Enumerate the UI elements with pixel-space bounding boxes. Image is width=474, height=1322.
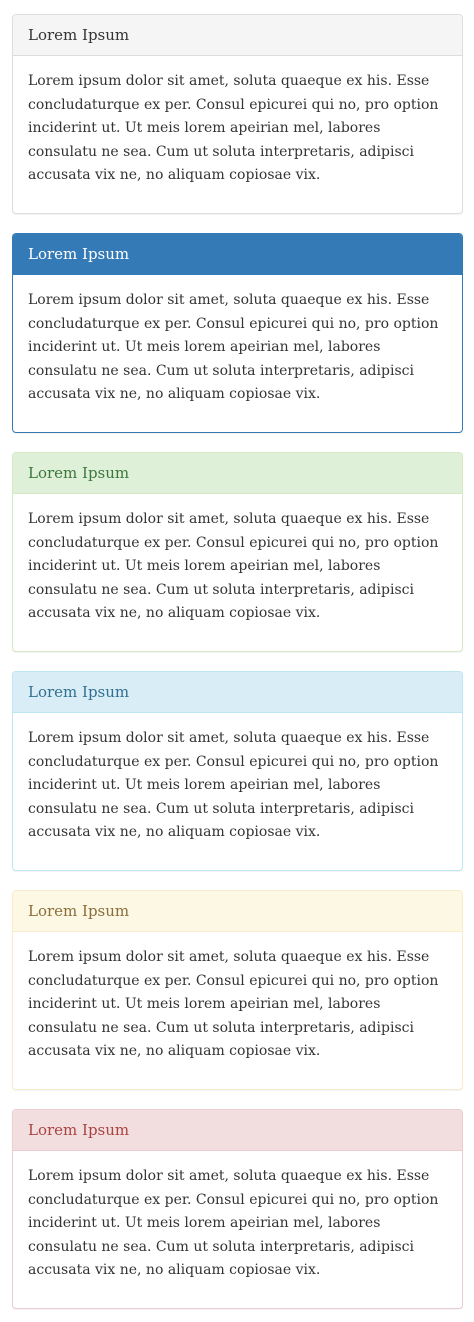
panel-primary	[12, 233, 463, 433]
panel-info	[12, 671, 463, 871]
panel-body-default: Lorem ipsum dolor sit amet, soluta quaeque ex his. Esse concludaturque ex per. Consul epicurei qui no, pro option inciderint ut. Ut meis lorem apeirian mel, labores consulatu ne sea. Cum ut soluta interpretaris, adipisci accusata vix ne, no aliquam copiosae vix.	[28, 73, 439, 183]
panel-heading-info: Lorem Ipsum	[13, 672, 462, 713]
panel-body-danger: Lorem ipsum dolor sit amet, soluta quaeque ex his. Esse concludaturque ex per. Consul epicurei qui no, pro option inciderint ut. Ut meis lorem apeirian mel, labores consulatu ne sea. Cum ut soluta interpretaris, adipisci accusata vix ne, no aliquam copiosae vix.	[28, 1168, 439, 1278]
panel-heading-primary: Lorem Ipsum	[13, 234, 462, 275]
panel-heading-success: Lorem Ipsum	[13, 453, 462, 494]
panel-danger	[12, 1109, 463, 1309]
panel-heading-danger: Lorem Ipsum	[13, 1110, 462, 1151]
panel-body-warning: Lorem ipsum dolor sit amet, soluta quaeque ex his. Esse concludaturque ex per. Consul epicurei qui no, pro option inciderint ut. Ut meis lorem apeirian mel, labores consulatu ne sea. Cum ut soluta interpretaris, adipisci accusata vix ne, no aliquam copiosae vix.	[28, 949, 439, 1059]
panel-body-primary: Lorem ipsum dolor sit amet, soluta quaeque ex his. Esse concludaturque ex per. Consul epicurei qui no, pro option inciderint ut. Ut meis lorem apeirian mel, labores consulatu ne sea. Cum ut soluta interpretaris, adipisci accusata vix ne, no aliquam copiosae vix.	[28, 292, 439, 402]
panel-body-success: Lorem ipsum dolor sit amet, soluta quaeque ex his. Esse concludaturque ex per. Consul epicurei qui no, pro option inciderint ut. Ut meis lorem apeirian mel, labores consulatu ne sea. Cum ut soluta interpretaris, adipisci accusata vix ne, no aliquam copiosae vix.	[28, 511, 439, 621]
panel-heading-default: Lorem Ipsum	[13, 15, 462, 56]
panel-default	[12, 14, 463, 214]
panel-success	[12, 452, 463, 652]
panel-body-info: Lorem ipsum dolor sit amet, soluta quaeque ex his. Esse concludaturque ex per. Consul epicurei qui no, pro option inciderint ut. Ut meis lorem apeirian mel, labores consulatu ne sea. Cum ut soluta interpretaris, adipisci accusata vix ne, no aliquam copiosae vix.	[28, 730, 439, 840]
panel-warning	[12, 890, 463, 1090]
panel-heading-warning: Lorem Ipsum	[13, 891, 462, 932]
